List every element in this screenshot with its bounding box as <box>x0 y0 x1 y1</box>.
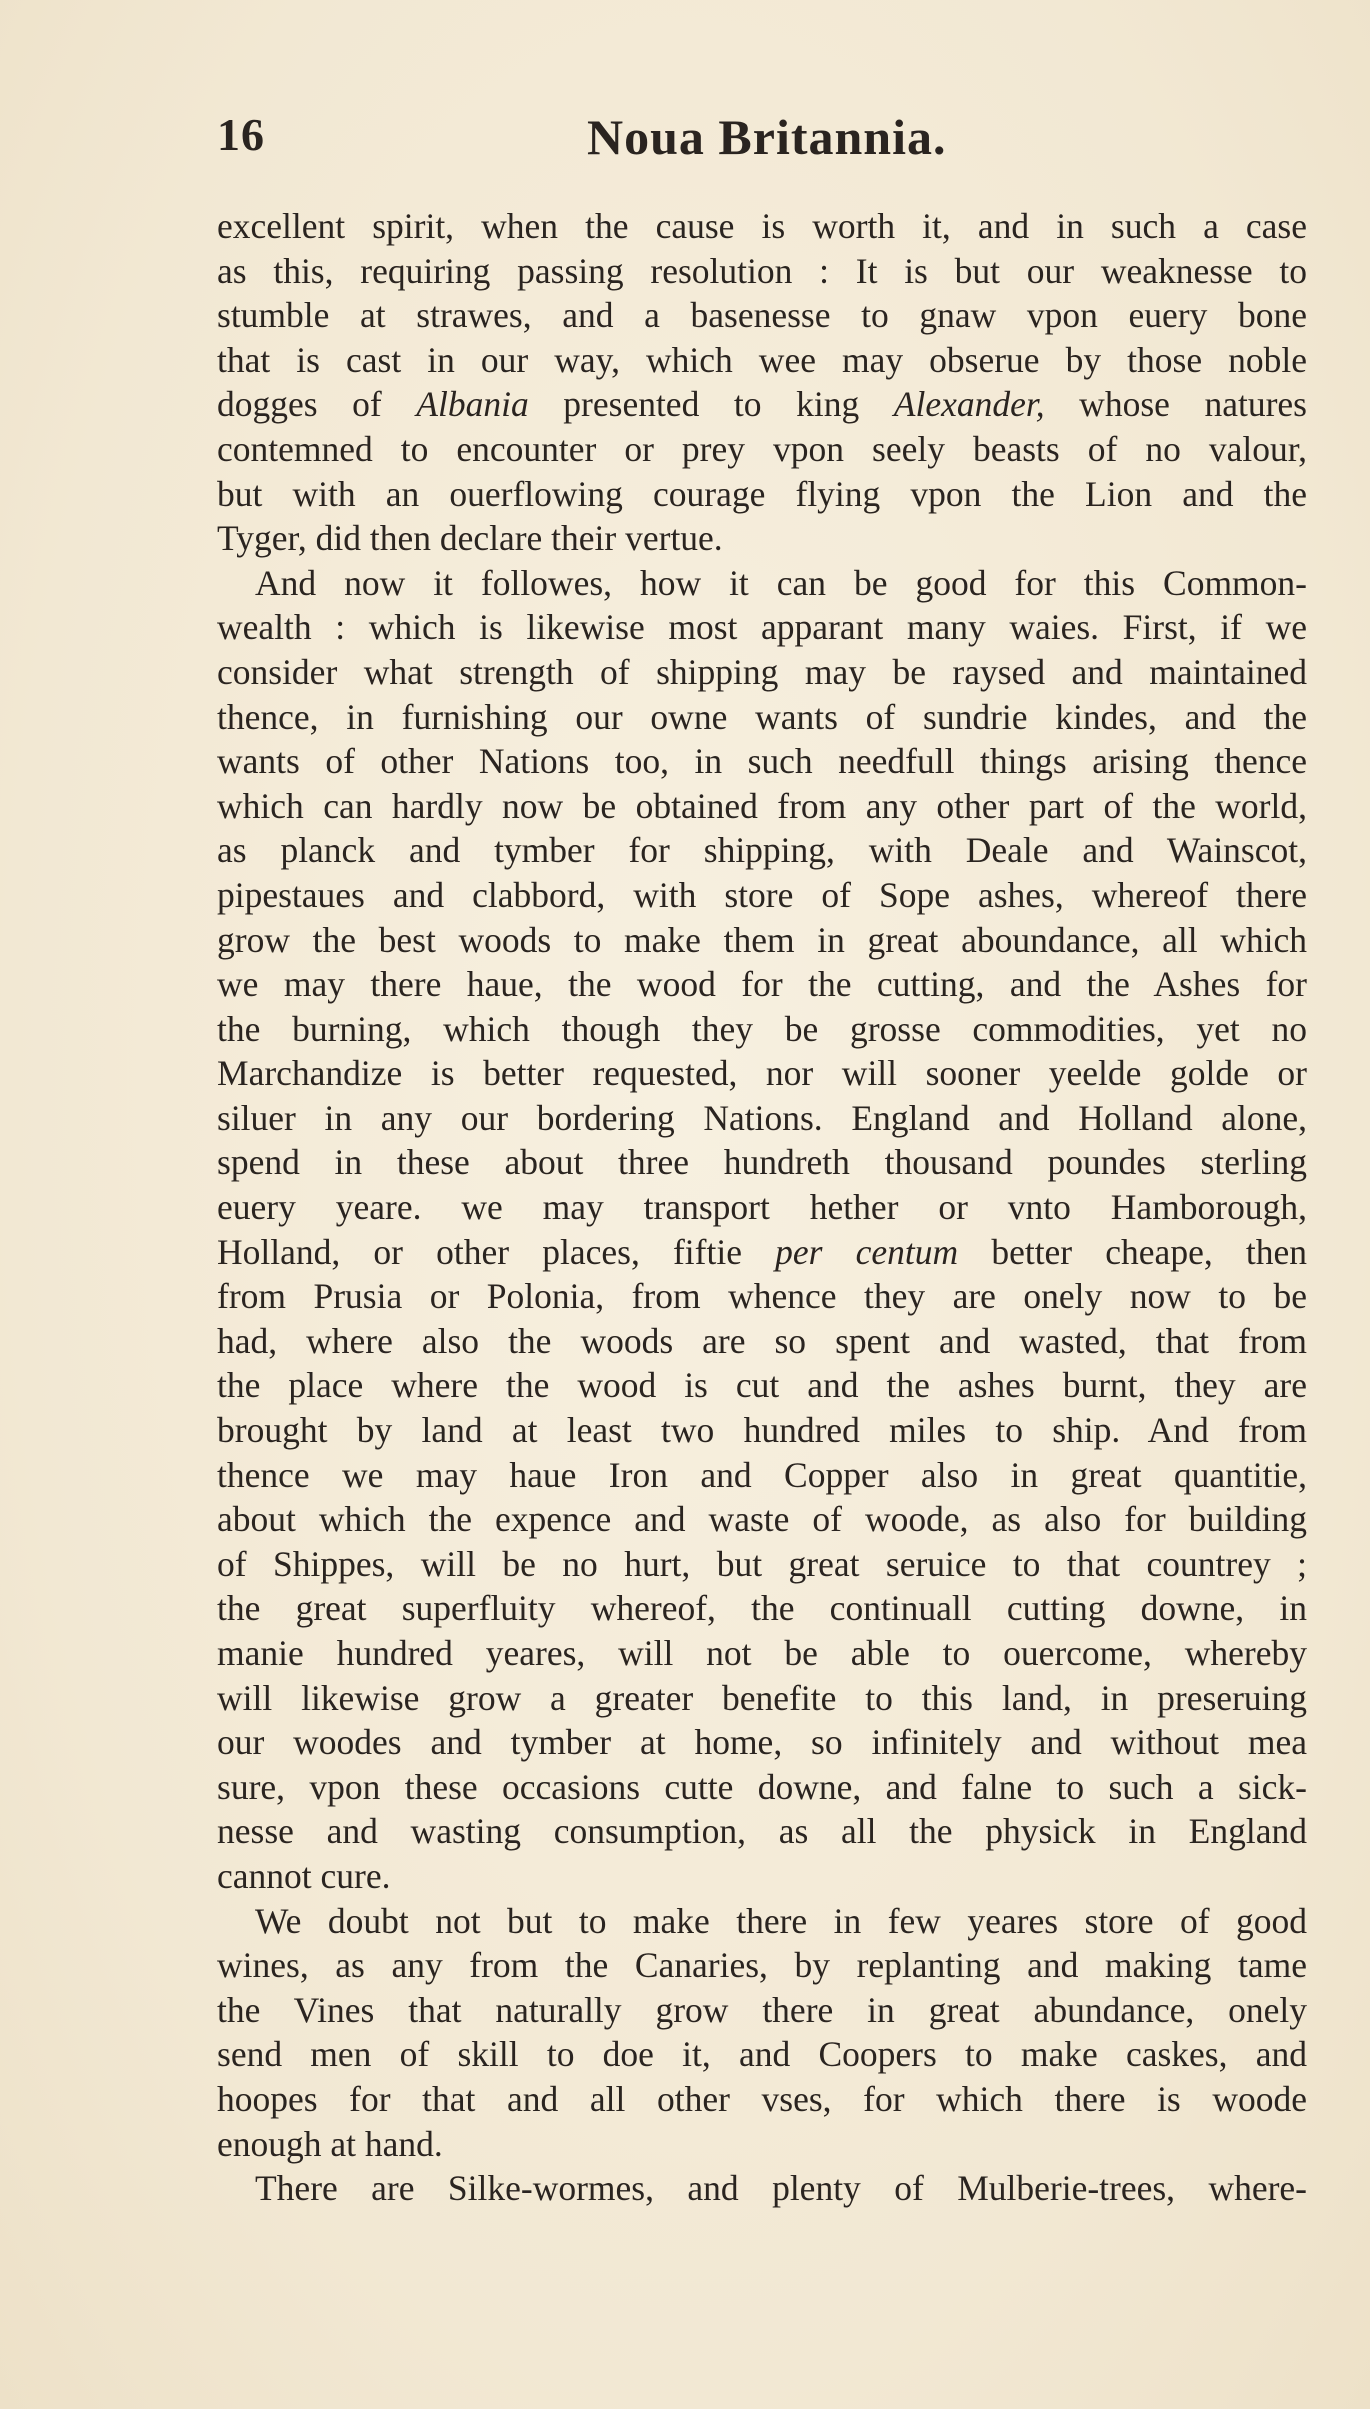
text-line: Marchandize is better requested, nor will sooner yeelde golde or <box>217 1053 1307 1094</box>
page-header <box>217 108 1307 178</box>
text-line: And now it followes, how it can be good for this Common- <box>255 562 1307 603</box>
body-text <box>217 204 1307 2211</box>
text-segment: whose natures <box>1044 384 1307 425</box>
text-line: There are Silke-wormes, and plenty of Mulberie-trees, where- <box>255 2168 1307 2209</box>
text-line: manie hundred yeares, will not be able to ouercome, whereby <box>217 1633 1307 1673</box>
text-line: that is cast in our way, which wee may obserue by those noble <box>217 339 1307 380</box>
text-line: as planck and tymber for shipping, with Deale and Wainscot, <box>217 830 1307 871</box>
text-line: hoopes for that and all other vses, for which there is woode <box>217 2078 1307 2119</box>
text-segment: dogges of <box>217 384 417 425</box>
text-line: our woodes and tymber at home, so infinitely and without mea <box>217 1722 1307 1763</box>
text-line: of Shippes, will be no hurt, but great seruice to that countrey ; <box>217 1543 1307 1584</box>
page-number: 16 <box>217 109 265 160</box>
text-line: sure, vpon these occasions cutte downe, and falne to such a sick- <box>217 1766 1307 1807</box>
italic-text: per centum <box>775 1231 959 1272</box>
italic-text: Alexander, <box>893 384 1045 425</box>
text-line: nesse and wasting consumption, as all the physick in England <box>217 1811 1307 1852</box>
text-line: thence, in furnishing our owne wants of sundrie kindes, and the <box>217 696 1307 737</box>
italic-text: Albania <box>416 384 529 425</box>
text-line: excellent spirit, when the cause is worth it, and in such a case <box>217 206 1307 246</box>
text-line: pipestaues and clabbord, with store of Sope ashes, whereof there <box>217 874 1307 915</box>
text-line: as this, requiring passing resolution : It is but our weaknesse to <box>217 250 1307 291</box>
text-line: enough at hand. <box>217 2123 443 2164</box>
text-line: the Vines that naturally grow there in great abundance, onely <box>217 1989 1307 2030</box>
text-line: cannot cure. <box>217 1855 391 1896</box>
text-line: euery yeare. we may transport hether or vnto Hamborough, <box>217 1187 1307 1228</box>
text-line: from Prusia or Polonia, from whence they are onely now to be <box>217 1276 1307 1317</box>
text-line <box>217 382 1307 427</box>
text-line: had, where also the woods are so spent and wasted, that from <box>217 1320 1307 1361</box>
text-line: stumble at strawes, and a basenesse to gnaw vpon euery bone <box>217 295 1307 336</box>
text-line: about which the expence and waste of woode, as also for building <box>217 1499 1307 1540</box>
text-segment: presented to king <box>528 384 894 425</box>
text-segment: better cheape, then <box>958 1231 1307 1272</box>
text-line <box>217 1230 1307 1275</box>
text-line: send men of skill to doe it, and Coopers to make caskes, and <box>217 2034 1307 2075</box>
text-line: the place where the wood is cut and the ashes burnt, they are <box>217 1365 1307 1406</box>
text-line: siluer in any our bordering Nations. England and Holland alone, <box>217 1097 1307 1138</box>
text-line: grow the best woods to make them in great aboundance, all which <box>217 919 1307 960</box>
text-line: wines, as any from the Canaries, by replanting and making tame <box>217 1945 1307 1986</box>
text-line: We doubt not but to make there in few yeares store of good <box>255 1900 1307 1941</box>
text-line: Tyger, did then declare their vertue. <box>217 518 723 559</box>
running-title: Noua Britannia. <box>587 109 947 165</box>
text-line: the great superfluity whereof, the continuall cutting downe, in <box>217 1588 1307 1629</box>
text-segment: Holland, or other places, fiftie <box>217 1231 776 1272</box>
text-line: consider what strength of shipping may be raysed and maintained <box>217 651 1307 692</box>
text-line: spend in these about three hundreth thousand poundes sterling <box>217 1142 1307 1183</box>
text-line: we may there haue, the wood for the cutting, and the Ashes for <box>217 964 1307 1005</box>
text-line: but with an ouerflowing courage flying vpon the Lion and the <box>217 473 1307 514</box>
text-line: which can hardly now be obtained from any other part of the world, <box>217 785 1307 826</box>
text-line: the burning, which though they be grosse commodities, yet no <box>217 1008 1307 1049</box>
text-line: thence we may haue Iron and Copper also in great quantitie, <box>217 1454 1307 1495</box>
text-line: wants of other Nations too, in such needfull things arising thence <box>217 741 1307 782</box>
text-line: brought by land at least two hundred miles to ship. And from <box>217 1410 1307 1451</box>
text-line: wealth : which is likewise most apparant many waies. First, if we <box>217 607 1307 648</box>
text-line: will likewise grow a greater benefite to this land, in preseruing <box>217 1677 1307 1718</box>
text-line: contemned to encounter or prey vpon seely beasts of no valour, <box>217 428 1307 469</box>
